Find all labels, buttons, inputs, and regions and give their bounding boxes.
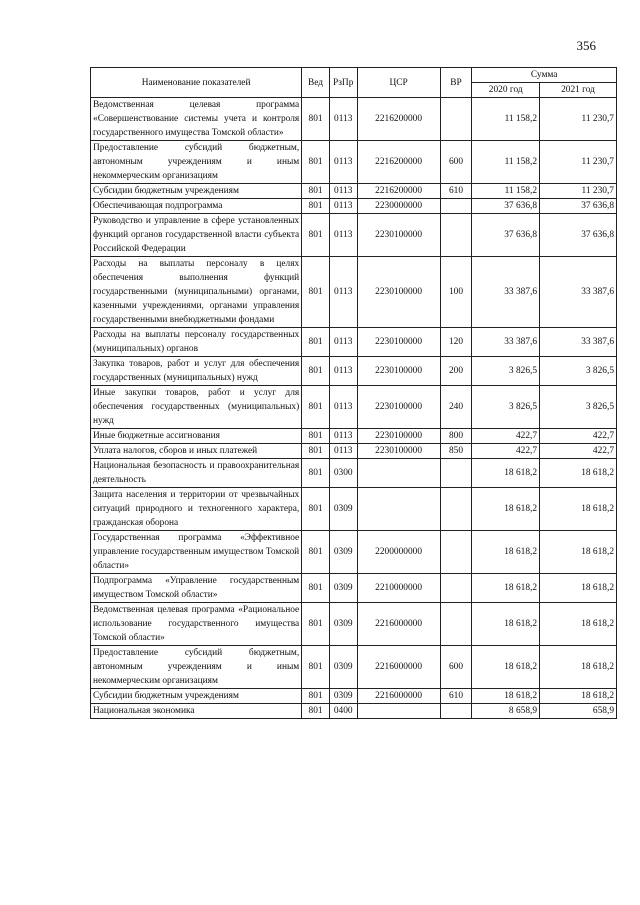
row-vr: 800 — [440, 429, 472, 444]
row-vr — [440, 574, 472, 603]
row-sum-2021: 18 618,2 — [540, 603, 617, 646]
header-ved: Вед — [302, 68, 330, 98]
row-ved: 801 — [302, 459, 330, 488]
row-rzpr: 0113 — [329, 257, 357, 328]
row-name: Уплата налогов, сборов и иных платежей — [91, 444, 302, 459]
row-csr: 2216200000 — [357, 98, 440, 141]
row-vr — [440, 704, 472, 719]
row-csr: 2230100000 — [357, 328, 440, 357]
row-vr: 200 — [440, 357, 472, 386]
row-vr — [440, 531, 472, 574]
table-row — [91, 98, 617, 141]
row-name: Национальная безопасность и правоохранительная деятельность — [91, 459, 302, 488]
row-name: Закупка товаров, работ и услуг для обеспечения государственных (муниципальных) нужд — [91, 357, 302, 386]
row-rzpr: 0113 — [329, 386, 357, 429]
row-ved: 801 — [302, 646, 330, 689]
row-ved: 801 — [302, 689, 330, 704]
row-ved: 801 — [302, 257, 330, 328]
row-sum-2021: 422,7 — [540, 444, 617, 459]
row-sum-2020: 33 387,6 — [472, 257, 540, 328]
table-row — [91, 459, 617, 488]
row-csr: 2216000000 — [357, 689, 440, 704]
header-name: Наименование показателей — [91, 68, 302, 98]
row-ved: 801 — [302, 444, 330, 459]
row-sum-2021: 18 618,2 — [540, 574, 617, 603]
row-rzpr: 0309 — [329, 603, 357, 646]
row-rzpr: 0309 — [329, 646, 357, 689]
row-sum-2020: 11 158,2 — [472, 98, 540, 141]
row-sum-2020: 18 618,2 — [472, 574, 540, 603]
row-ved: 801 — [302, 704, 330, 719]
row-csr: 2230100000 — [357, 214, 440, 257]
table-row — [91, 328, 617, 357]
row-sum-2020: 18 618,2 — [472, 603, 540, 646]
row-rzpr: 0113 — [329, 214, 357, 257]
row-sum-2020: 11 158,2 — [472, 184, 540, 199]
row-csr: 2230100000 — [357, 386, 440, 429]
row-sum-2021: 422,7 — [540, 429, 617, 444]
row-rzpr: 0309 — [329, 574, 357, 603]
row-name: Субсидии бюджетным учреждениям — [91, 184, 302, 199]
row-rzpr: 0113 — [329, 444, 357, 459]
row-name: Расходы на выплаты персоналу государственных (муниципальных) органов — [91, 328, 302, 357]
table-row — [91, 357, 617, 386]
table-row — [91, 141, 617, 184]
row-name: Руководство и управление в сфере установленных функций органов государственной власти субъекта Российской Федерации — [91, 214, 302, 257]
row-csr: 2216000000 — [357, 603, 440, 646]
row-sum-2020: 3 826,5 — [472, 357, 540, 386]
row-ved: 801 — [302, 184, 330, 199]
row-ved: 801 — [302, 214, 330, 257]
row-vr: 100 — [440, 257, 472, 328]
row-ved: 801 — [302, 386, 330, 429]
table-row — [91, 704, 617, 719]
page-number: 356 — [576, 38, 596, 53]
row-sum-2021: 658,9 — [540, 704, 617, 719]
row-csr: 2216000000 — [357, 646, 440, 689]
row-vr: 610 — [440, 689, 472, 704]
row-csr: 2210000000 — [357, 574, 440, 603]
header-csr: ЦСР — [357, 68, 440, 98]
row-rzpr: 0309 — [329, 531, 357, 574]
table-row — [91, 603, 617, 646]
row-vr: 850 — [440, 444, 472, 459]
row-name: Ведомственная целевая программа «Рациональное использование государственного имущества Томской области» — [91, 603, 302, 646]
row-csr: 2230100000 — [357, 444, 440, 459]
row-name: Обеспечивающая подпрограмма — [91, 199, 302, 214]
row-name: Предоставление субсидий бюджетным, автономным учреждениям и иным некоммерческим организациям — [91, 141, 302, 184]
row-ved: 801 — [302, 199, 330, 214]
table-row — [91, 386, 617, 429]
row-csr — [357, 488, 440, 531]
row-vr — [440, 199, 472, 214]
budget-table — [90, 67, 617, 719]
table-row — [91, 488, 617, 531]
row-rzpr: 0113 — [329, 328, 357, 357]
row-sum-2020: 18 618,2 — [472, 646, 540, 689]
table-row — [91, 689, 617, 704]
header-year-2021: 2021 год — [540, 83, 617, 98]
row-vr — [440, 603, 472, 646]
row-rzpr: 0113 — [329, 429, 357, 444]
row-sum-2020: 422,7 — [472, 429, 540, 444]
row-rzpr: 0113 — [329, 141, 357, 184]
row-sum-2021: 3 826,5 — [540, 357, 617, 386]
row-name: Государственная программа «Эффективное управление государственным имуществом Томской области» — [91, 531, 302, 574]
row-sum-2021: 37 636,8 — [540, 199, 617, 214]
row-name: Ведомственная целевая программа «Совершенствование системы учета и контроля государственного имущества Томской области» — [91, 98, 302, 141]
row-csr: 2230000000 — [357, 199, 440, 214]
row-name: Субсидии бюджетным учреждениям — [91, 689, 302, 704]
row-sum-2021: 33 387,6 — [540, 257, 617, 328]
row-sum-2021: 11 230,7 — [540, 184, 617, 199]
row-vr: 600 — [440, 141, 472, 184]
row-vr: 240 — [440, 386, 472, 429]
row-vr — [440, 488, 472, 531]
row-vr: 610 — [440, 184, 472, 199]
row-sum-2020: 18 618,2 — [472, 488, 540, 531]
row-ved: 801 — [302, 98, 330, 141]
row-ved: 801 — [302, 429, 330, 444]
row-ved: 801 — [302, 141, 330, 184]
row-ved: 801 — [302, 574, 330, 603]
row-sum-2020: 33 387,6 — [472, 328, 540, 357]
row-ved: 801 — [302, 603, 330, 646]
row-csr: 2216200000 — [357, 184, 440, 199]
row-sum-2021: 11 230,7 — [540, 98, 617, 141]
table-row — [91, 257, 617, 328]
row-sum-2021: 18 618,2 — [540, 488, 617, 531]
row-rzpr: 0113 — [329, 357, 357, 386]
row-vr: 600 — [440, 646, 472, 689]
row-name: Расходы на выплаты персоналу в целях обеспечения выполнения функций государственными (муниципальными) органами, казенными учреждениями, органами управления государственными внебюджетными фондами — [91, 257, 302, 328]
row-ved: 801 — [302, 328, 330, 357]
table-row — [91, 214, 617, 257]
row-sum-2021: 33 387,6 — [540, 328, 617, 357]
table-body — [91, 98, 617, 719]
row-rzpr: 0400 — [329, 704, 357, 719]
row-ved: 801 — [302, 357, 330, 386]
row-name: Иные бюджетные ассигнования — [91, 429, 302, 444]
row-vr — [440, 214, 472, 257]
row-rzpr: 0113 — [329, 199, 357, 214]
row-name: Национальная экономика — [91, 704, 302, 719]
row-rzpr: 0300 — [329, 459, 357, 488]
row-sum-2021: 3 826,5 — [540, 386, 617, 429]
row-name: Защита населения и территории от чрезвычайных ситуаций природного и техногенного характера, гражданская оборона — [91, 488, 302, 531]
table-row — [91, 646, 617, 689]
row-rzpr: 0113 — [329, 184, 357, 199]
row-sum-2020: 37 636,8 — [472, 199, 540, 214]
row-sum-2020: 3 826,5 — [472, 386, 540, 429]
header-rzpr: РзПр — [329, 68, 357, 98]
row-sum-2020: 18 618,2 — [472, 689, 540, 704]
row-vr — [440, 459, 472, 488]
row-sum-2020: 422,7 — [472, 444, 540, 459]
row-name: Предоставление субсидий бюджетным, автономным учреждениям и иным некоммерческим организациям — [91, 646, 302, 689]
row-sum-2020: 11 158,2 — [472, 141, 540, 184]
row-rzpr: 0309 — [329, 689, 357, 704]
row-csr: 2200000000 — [357, 531, 440, 574]
row-csr — [357, 459, 440, 488]
table-row — [91, 531, 617, 574]
row-vr — [440, 98, 472, 141]
row-rzpr: 0309 — [329, 488, 357, 531]
row-name: Иные закупки товаров, работ и услуг для обеспечения государственных (муниципальных) нужд — [91, 386, 302, 429]
table-row — [91, 574, 617, 603]
row-sum-2020: 37 636,8 — [472, 214, 540, 257]
row-ved: 801 — [302, 488, 330, 531]
table-row — [91, 429, 617, 444]
row-sum-2021: 37 636,8 — [540, 214, 617, 257]
row-csr: 2216200000 — [357, 141, 440, 184]
row-csr: 2230100000 — [357, 429, 440, 444]
row-csr — [357, 704, 440, 719]
row-sum-2021: 18 618,2 — [540, 459, 617, 488]
row-sum-2020: 8 658,9 — [472, 704, 540, 719]
header-vr: ВР — [440, 68, 472, 98]
row-csr: 2230100000 — [357, 257, 440, 328]
row-name: Подпрограмма «Управление государственным имуществом Томской области» — [91, 574, 302, 603]
table-row — [91, 199, 617, 214]
row-sum-2021: 18 618,2 — [540, 689, 617, 704]
table-header — [91, 68, 617, 98]
row-sum-2021: 11 230,7 — [540, 141, 617, 184]
row-rzpr: 0113 — [329, 98, 357, 141]
row-csr: 2230100000 — [357, 357, 440, 386]
row-vr: 120 — [440, 328, 472, 357]
row-sum-2021: 18 618,2 — [540, 531, 617, 574]
header-year-2020: 2020 год — [472, 83, 540, 98]
row-sum-2020: 18 618,2 — [472, 531, 540, 574]
table-row — [91, 184, 617, 199]
header-sum: Сумма — [472, 68, 617, 83]
row-ved: 801 — [302, 531, 330, 574]
table-row — [91, 444, 617, 459]
row-sum-2021: 18 618,2 — [540, 646, 617, 689]
row-sum-2020: 18 618,2 — [472, 459, 540, 488]
